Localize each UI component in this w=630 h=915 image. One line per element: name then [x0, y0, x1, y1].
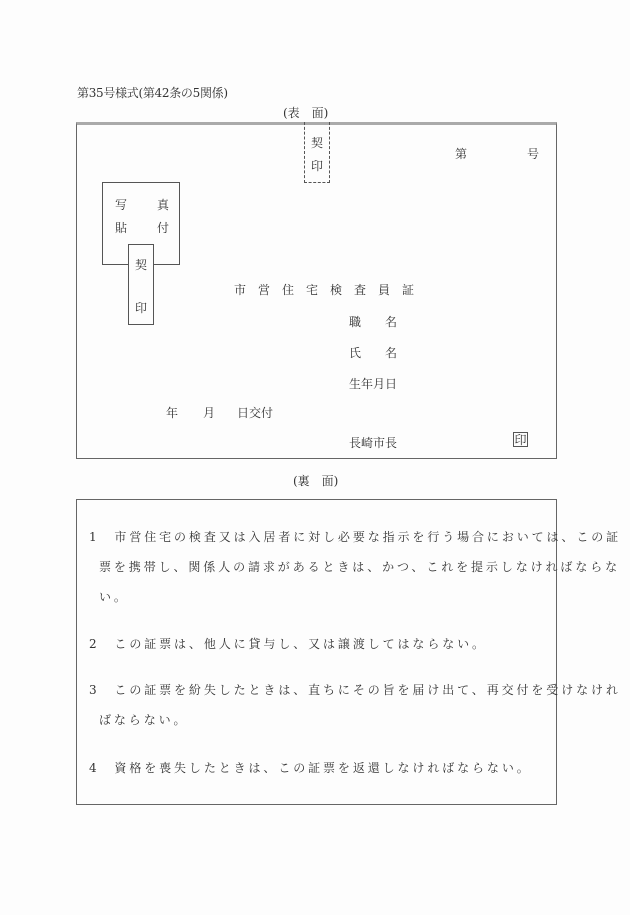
notice-line: 4 資格を喪失したときは、この証票を返還しなければならない。 [89, 761, 532, 775]
notice-item-3 [89, 676, 621, 734]
field-name-label: 氏 名 [349, 346, 398, 360]
number-prefix: 第 [455, 147, 468, 161]
field-birthdate-label: 生年月日 [349, 377, 398, 391]
notice-line: 1 市営住宅の検査又は入居者に対し必要な指示を行う場合においては、この証 [89, 530, 622, 544]
notice-line: い。 [99, 590, 129, 604]
card-title: 市 営 住 宅 検 査 員 証 [234, 283, 415, 297]
photo-label: 写 [115, 198, 128, 212]
issue-day-label: 日交付 [237, 406, 274, 420]
photo-label: 貼 [115, 221, 128, 235]
form-title: 第35号様式(第42条の5関係) [77, 86, 228, 100]
notice-item-2 [89, 630, 487, 658]
notice-item-1 [89, 523, 621, 611]
number-suffix: 号 [527, 147, 540, 161]
photo-seal-char-2: 印 [135, 301, 148, 315]
front-side-label: (表 面) [283, 106, 329, 120]
photo-label: 付 [157, 221, 170, 235]
field-position-label: 職 名 [349, 315, 398, 329]
notice-line: 票を携帯し、関係人の請求があるときは、かつ、これを提示しなければならな [99, 560, 621, 574]
official-seal-mark: 印 [514, 433, 527, 447]
notice-line: 2 この証票は、他人に貸与し、又は譲渡してはならない。 [89, 637, 487, 651]
notice-line: ばならない。 [99, 713, 189, 727]
notice-item-4 [89, 754, 532, 782]
back-side-label: (裏 面) [293, 474, 339, 488]
tally-seal-box [304, 122, 330, 183]
tally-seal-char-2: 印 [311, 159, 324, 173]
tally-seal-char-1: 契 [311, 136, 324, 150]
photo-seal-char-1: 契 [135, 258, 148, 272]
issuer-name: 長崎市長 [349, 436, 398, 450]
photo-seal-box [128, 244, 154, 325]
issue-year-label: 年 [166, 406, 179, 420]
photo-label: 真 [157, 198, 170, 212]
issue-month-label: 月 [203, 406, 216, 420]
notice-line: 3 この証票を紛失したときは、直ちにその旨を届け出て、再交付を受けなけれ [89, 683, 621, 697]
